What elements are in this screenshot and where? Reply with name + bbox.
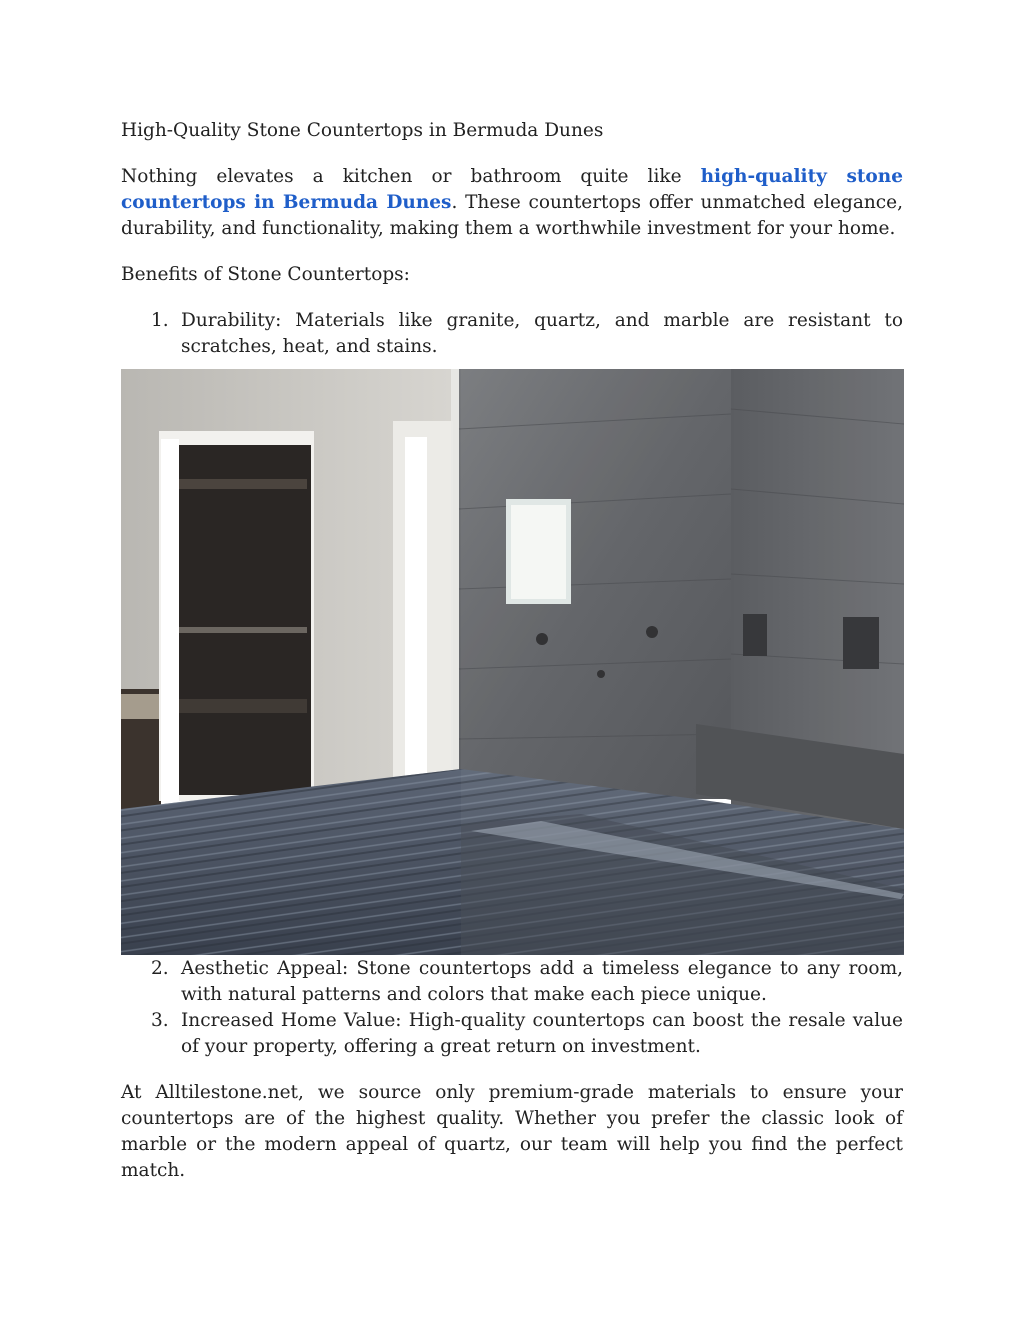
intro-text-before: Nothing elevates a kitchen or bathroom quite like	[121, 166, 701, 187]
list-item	[121, 956, 903, 1008]
benefits-heading: Benefits of Stone Countertops:	[121, 264, 410, 285]
benefits-list-2	[121, 956, 903, 1060]
closing-paragraph: At Alltilestone.net, we source only premium-grade materials to ensure your countertops are of the highest quality. Whether you prefer the classic look of marble or the modern appeal of quartz, our team will help you find the perfect match.	[121, 1082, 903, 1181]
document-body	[121, 118, 903, 360]
benefits-list-continued	[121, 956, 903, 1060]
list-item-text: Increased Home Value: High-quality countertops can boost the resale value of your property, offering a great return on investment.	[181, 1010, 903, 1057]
intro-text-after: . These countertops offer unmatched elegance, durability, and functionality, making them a worthwhile investment for your home.	[121, 192, 903, 239]
list-item	[121, 1008, 903, 1060]
bathroom-photo	[121, 369, 904, 955]
intro-paragraph	[121, 164, 903, 242]
benefits-list-1	[121, 308, 903, 360]
bathroom-shower-image	[121, 369, 904, 955]
list-item	[121, 308, 903, 360]
document-title: High-Quality Stone Countertops in Bermuda Dunes	[121, 120, 604, 141]
list-number: 2.	[151, 958, 169, 979]
list-item-text: Aesthetic Appeal: Stone countertops add a timeless elegance to any room, with natural patterns and colors that make each piece unique.	[181, 958, 903, 1005]
keyword-link[interactable]: high-quality stone countertops in Bermuda Dunes	[121, 166, 903, 213]
list-number: 1.	[151, 310, 169, 331]
list-item-text: Durability: Materials like granite, quartz, and marble are resistant to scratches, heat, and stains.	[181, 310, 903, 357]
list-number: 3.	[151, 1010, 169, 1031]
